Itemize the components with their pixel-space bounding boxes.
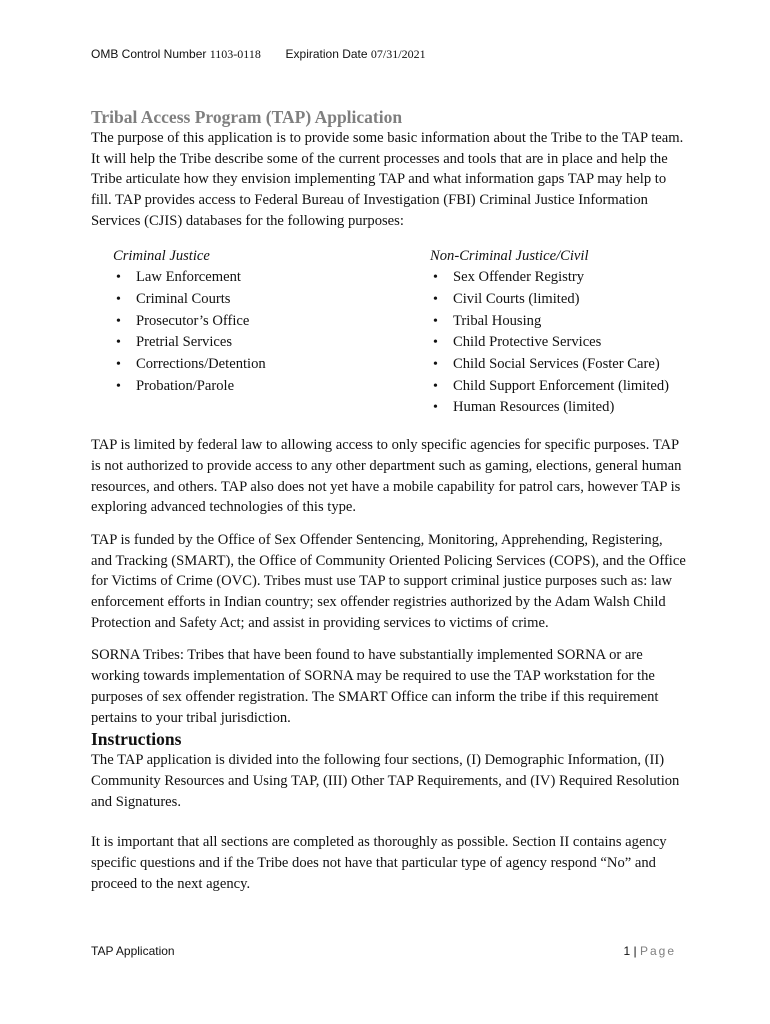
page-number-value: 1 [623, 944, 631, 958]
list-item: • Civil Courts (limited) [430, 289, 669, 311]
funded-paragraph: TAP is funded by the Office of Sex Offender Sentencing, Monitoring, Apprehending, Registering, and Tracking (SMART), the Office of Community Oriented Policing Services (COPS), and the Office for Victims of Crime (OVC). Tribes must use TAP to support criminal justice purposes such as: law enforcement efforts in Indian country; sex offender registries authorized by the Adam Walsh Child Protection and Safety Act; and assist in providing services to victims of crime. [91, 531, 686, 631]
document-body [91, 106, 686, 895]
criminal-justice-column [113, 246, 430, 420]
expiration-date: 07/31/2021 [370, 47, 426, 61]
list-item: • Prosecutor’s Office [113, 311, 430, 333]
omb-number: 1103-0118 [209, 47, 261, 61]
list-item: • Pretrial Services [113, 332, 430, 354]
instructions-paragraph-1: The TAP application is divided into the following four sections, (I) Demographic Information, (II) Community Resources and Using TAP, (III) Other TAP Requirements, and (IV) Required Resolution and Signatures. [91, 752, 680, 810]
omb-label: OMB Control Number [91, 47, 207, 61]
instructions-heading: Instructions [91, 729, 182, 750]
criminal-justice-list [113, 267, 430, 397]
list-item: • Probation/Parole [113, 376, 430, 398]
expiration-label: Expiration Date [285, 47, 368, 61]
list-item: • Tribal Housing [430, 311, 669, 333]
list-item: • Criminal Courts [113, 289, 430, 311]
civil-list [430, 267, 669, 419]
criminal-justice-title: Criminal Justice [113, 247, 210, 264]
list-item: • Child Protective Services [430, 332, 669, 354]
list-item: • Child Support Enforcement (limited) [430, 376, 669, 398]
page-header [91, 47, 426, 62]
civil-title: Non-Criminal Justice/Civil [430, 247, 589, 264]
civil-column [430, 246, 669, 420]
purposes-columns [113, 246, 686, 420]
page-label: Page [639, 944, 676, 958]
page-separator: | [633, 944, 637, 958]
list-item: • Human Resources (limited) [430, 397, 669, 419]
limited-paragraph: TAP is limited by federal law to allowing access to only specific agencies for specific purposes. TAP is not authorized to provide access to any other department such as gaming, elections, general human resources, and others. TAP also does not yet have a mobile capability for patrol cars, however TAP is exploring advanced technologies of this type. [91, 437, 682, 516]
instructions-paragraph-2: It is important that all sections are completed as thoroughly as possible. Section II contains agency specific questions and if the Tribe does not have that particular type of agency respond “No” and proceed to the next agency. [91, 834, 667, 892]
footer-title: TAP Application [91, 944, 175, 958]
page-title: Tribal Access Program (TAP) Application [91, 107, 403, 127]
list-item: • Law Enforcement [113, 267, 430, 289]
intro-paragraph: The purpose of this application is to provide some basic information about the Tribe to the TAP team. It will help the Tribe describe some of the current processes and tools that are in place and help the Tribe articulate how they envision implementing TAP and what information gaps TAP may help to fill. TAP provides access to Federal Bureau of Investigation (FBI) Criminal Justice Information Services (CJIS) databases for the following purposes: [91, 130, 684, 229]
sorna-paragraph: SORNA Tribes: Tribes that have been found to have substantially implemented SORNA or are working towards implementation of SORNA may be required to use the TAP workstation for the purposes of sex offender registration. The SMART Office can inform the tribe if this requirement pertains to your tribal jurisdiction. [91, 647, 659, 726]
list-item: • Sex Offender Registry [430, 267, 669, 289]
page-number [623, 944, 676, 958]
list-item: • Corrections/Detention [113, 354, 430, 376]
list-item: • Child Social Services (Foster Care) [430, 354, 669, 376]
